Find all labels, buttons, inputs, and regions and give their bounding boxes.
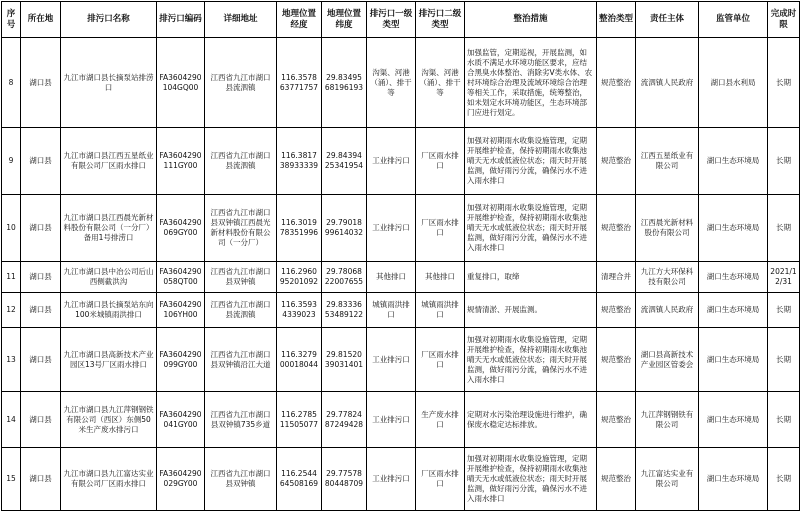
cell-seq: 8 xyxy=(2,38,21,128)
header-location: 所在地 xyxy=(21,2,61,38)
cell-responsible-party: 九江富达实业有限公司 xyxy=(636,448,699,511)
cell-outfall-code: FA3604290104GQ00 xyxy=(157,38,205,128)
table-row xyxy=(2,293,800,328)
cell-seq: 12 xyxy=(2,293,21,328)
cell-location: 湖口县 xyxy=(21,293,61,328)
cell-longitude: 116.381738933339 xyxy=(277,128,322,195)
cell-type-level2: 厂区雨水排口 xyxy=(416,328,465,392)
cell-outfall-code: FA3604290106YH00 xyxy=(157,293,205,328)
header-type-level2: 排污口二级类型 xyxy=(416,2,465,38)
cell-longitude: 116.278511505077 xyxy=(277,392,322,448)
table-row xyxy=(2,328,800,392)
cell-deadline: 长期 xyxy=(768,195,800,262)
cell-responsible-party: 九江萍钢钢铁有限公司 xyxy=(636,392,699,448)
cell-address: 江西省九江市湖口县双钟镇 xyxy=(205,448,277,511)
cell-longitude: 116.327900018044 xyxy=(277,328,322,392)
cell-responsible-party: 江西五星纸业有限公司 xyxy=(636,128,699,195)
cell-responsible-party: 九江方大环保科技有限公司 xyxy=(636,262,699,293)
cell-type-level2: 城镇雨洪排口 xyxy=(416,293,465,328)
cell-deadline: 长期 xyxy=(768,328,800,392)
table-row xyxy=(2,448,800,511)
cell-type-level1: 工业排污口 xyxy=(367,195,416,262)
cell-outfall-code: FA3604290069GY00 xyxy=(157,195,205,262)
cell-outfall-name: 九江市湖口县长摘泵站排涝口 xyxy=(61,38,157,128)
cell-latitude: 29.7757880448709 xyxy=(322,448,367,511)
header-measures: 整治措施 xyxy=(465,2,597,38)
cell-type-level2: 生产废水排口 xyxy=(416,392,465,448)
cell-location: 湖口县 xyxy=(21,328,61,392)
header-longitude: 地理位置经度 xyxy=(277,2,322,38)
cell-address: 江西省九江市湖口县流泗镇 xyxy=(205,293,277,328)
cell-outfall-name: 九江市湖口县九江萍钢钢铁有限公司（西区）东侧50米生产废水排污口 xyxy=(61,392,157,448)
cell-longitude: 116.296095201092 xyxy=(277,262,322,293)
cell-supervisor: 湖口生态环境局 xyxy=(699,448,768,511)
header-outfall-name: 排污口名称 xyxy=(61,2,157,38)
cell-remediation-type: 规范整治 xyxy=(597,128,636,195)
cell-type-level1: 沟渠、河港（涌）、排干等 xyxy=(367,38,416,128)
cell-type-level2: 其他排口 xyxy=(416,262,465,293)
table-row xyxy=(2,195,800,262)
cell-remediation-type: 规范整治 xyxy=(597,328,636,392)
cell-location: 湖口县 xyxy=(21,195,61,262)
cell-responsible-party: 流泗镇人民政府 xyxy=(636,293,699,328)
cell-location: 湖口县 xyxy=(21,448,61,511)
cell-remediation-type: 规范整治 xyxy=(597,392,636,448)
cell-remediation-type: 清理合并 xyxy=(597,262,636,293)
cell-latitude: 29.7901899614032 xyxy=(322,195,367,262)
table-row xyxy=(2,262,800,293)
cell-seq: 10 xyxy=(2,195,21,262)
header-type-level1: 排污口一级类型 xyxy=(367,2,416,38)
cell-deadline: 长期 xyxy=(768,128,800,195)
header-seq: 序号 xyxy=(2,2,21,38)
outfall-table xyxy=(1,1,800,511)
cell-outfall-code: FA3604290041GY00 xyxy=(157,392,205,448)
cell-remediation-type: 规范整治 xyxy=(597,293,636,328)
cell-address: 江西省九江市湖口县流泗镇 xyxy=(205,128,277,195)
header-latitude: 地理位置纬度 xyxy=(322,2,367,38)
cell-seq: 13 xyxy=(2,328,21,392)
cell-address: 江西省九江市湖口县双钟镇735乡道 xyxy=(205,392,277,448)
cell-location: 湖口县 xyxy=(21,262,61,293)
cell-type-level2: 厂区雨水排口 xyxy=(416,448,465,511)
cell-outfall-code: FA3604290058QT00 xyxy=(157,262,205,293)
cell-responsible-party: 湖口县高新技术产业园区管委会 xyxy=(636,328,699,392)
cell-outfall-code: FA3604290099GY00 xyxy=(157,328,205,392)
cell-latitude: 29.8333653489122 xyxy=(322,293,367,328)
cell-address: 江西省九江市湖口县流泗镇 xyxy=(205,38,277,128)
cell-outfall-code: FA3604290029GY00 xyxy=(157,448,205,511)
cell-address: 江西省九江市湖口县双钟镇 xyxy=(205,262,277,293)
header-responsible-party: 责任主体 xyxy=(636,2,699,38)
cell-measures: 加强对初期雨水收集设施管理，定期开展维护检查，保持初期雨水收集池晴天无水或低液位状态；雨天时开展监测，做好雨污分流，确保污水不进入雨水排口 xyxy=(465,128,597,195)
cell-deadline: 长期 xyxy=(768,448,800,511)
cell-longitude: 116.301978351996 xyxy=(277,195,322,262)
cell-longitude: 116.357863771757 xyxy=(277,38,322,128)
cell-type-level1: 工业排污口 xyxy=(367,328,416,392)
cell-remediation-type: 规范整治 xyxy=(597,38,636,128)
cell-supervisor: 湖口生态环境局 xyxy=(699,128,768,195)
cell-type-level2: 厂区雨水排口 xyxy=(416,128,465,195)
cell-location: 湖口县 xyxy=(21,38,61,128)
cell-remediation-type: 规范整治 xyxy=(597,195,636,262)
cell-type-level1: 其他排口 xyxy=(367,262,416,293)
cell-deadline: 长期 xyxy=(768,392,800,448)
cell-type-level1: 工业排污口 xyxy=(367,448,416,511)
cell-type-level1: 工业排污口 xyxy=(367,392,416,448)
cell-outfall-name: 九江市湖口县九江富达实业有限公司厂区雨水排口 xyxy=(61,448,157,511)
cell-supervisor: 湖口县水利局 xyxy=(699,38,768,128)
cell-latitude: 29.7806822007655 xyxy=(322,262,367,293)
cell-outfall-code: FA3604290111GY00 xyxy=(157,128,205,195)
cell-latitude: 29.8349568196193 xyxy=(322,38,367,128)
table-row xyxy=(2,128,800,195)
cell-responsible-party: 江西晨光新材料股份有限公司 xyxy=(636,195,699,262)
cell-seq: 14 xyxy=(2,392,21,448)
table-row xyxy=(2,392,800,448)
cell-latitude: 29.8152039031401 xyxy=(322,328,367,392)
cell-location: 湖口县 xyxy=(21,392,61,448)
cell-type-level1: 工业排污口 xyxy=(367,128,416,195)
cell-responsible-party: 流泗镇人民政府 xyxy=(636,38,699,128)
cell-type-level2: 沟渠、河港（涌）、排干等 xyxy=(416,38,465,128)
cell-supervisor: 湖口生态环境局 xyxy=(699,392,768,448)
table-row xyxy=(2,38,800,128)
cell-latitude: 29.8439425341954 xyxy=(322,128,367,195)
cell-outfall-name: 九江市湖口县长摘泵站东向100米城镇雨洪排口 xyxy=(61,293,157,328)
header-row xyxy=(2,2,800,38)
cell-remediation-type: 规范整治 xyxy=(597,448,636,511)
cell-outfall-name: 九江市湖口县江西五星纸业有限公司厂区雨水排口 xyxy=(61,128,157,195)
cell-measures: 重复排口，取缔 xyxy=(465,262,597,293)
cell-supervisor: 湖口生态环境局 xyxy=(699,328,768,392)
cell-deadline: 长期 xyxy=(768,293,800,328)
cell-outfall-name: 九江市湖口县中冶公司后山西侧截洪沟 xyxy=(61,262,157,293)
cell-measures: 加强对初期雨水收集设施管理，定期开展维护检查，保持初期雨水收集池晴天无水或低液位状态；雨天时开展监测，做好雨污分流，确保污水不进入雨水排口 xyxy=(465,448,597,511)
cell-longitude: 116.35934339023 xyxy=(277,293,322,328)
cell-supervisor: 湖口生态环境局 xyxy=(699,293,768,328)
cell-longitude: 116.254464508169 xyxy=(277,448,322,511)
cell-seq: 9 xyxy=(2,128,21,195)
header-outfall-code: 排污口编码 xyxy=(157,2,205,38)
cell-outfall-name: 九江市湖口县江西晨光新材料股份有限公司（一分厂）备用1号排涝口 xyxy=(61,195,157,262)
cell-seq: 11 xyxy=(2,262,21,293)
cell-seq: 15 xyxy=(2,448,21,511)
cell-measures: 加强监管，定期巡视，开展监测，如水质不满足水环境功能区要求，应结合黑臭水体整治、消除劣V类水体、农村环境综合治理及流域环境综合治理等相关工作，采取措施，统筹整治，如未划定水环境功能区，生态环境部门应进行划定。 xyxy=(465,38,597,128)
cell-location: 湖口县 xyxy=(21,128,61,195)
header-deadline: 完成时限 xyxy=(768,2,800,38)
header-remediation-type: 整治类型 xyxy=(597,2,636,38)
cell-address: 江西省九江市湖口县双钟镇沿江大道 xyxy=(205,328,277,392)
cell-latitude: 29.7782487249428 xyxy=(322,392,367,448)
cell-measures: 规情清淤、开展监测。 xyxy=(465,293,597,328)
cell-outfall-name: 九江市湖口县高新技术产业园区13号厂区雨水排口 xyxy=(61,328,157,392)
cell-type-level1: 城镇雨洪排口 xyxy=(367,293,416,328)
cell-deadline: 2021/12/31 xyxy=(768,262,800,293)
cell-type-level2: 厂区雨水排口 xyxy=(416,195,465,262)
cell-measures: 定期对水污染治理设施进行维护，确保废水稳定达标排放。 xyxy=(465,392,597,448)
cell-address: 江西省九江市湖口县双钟镇江西晨光新材料股份有限公司（一分厂） xyxy=(205,195,277,262)
cell-measures: 加强对初期雨水收集设施管理，定期开展维护检查，保持初期雨水收集池晴天无水或低液位状态；雨天时开展监测，做好雨污分流，确保污水不进入雨水排口 xyxy=(465,195,597,262)
header-supervisor: 监管单位 xyxy=(699,2,768,38)
cell-measures: 加强对初期雨水收集设施管理，定期开展维护检查，保持初期雨水收集池晴天无水或低液位状态；雨天时开展监测，做好雨污分流，确保污水不进入雨水排口 xyxy=(465,328,597,392)
cell-deadline: 长期 xyxy=(768,38,800,128)
header-address: 详细地址 xyxy=(205,2,277,38)
cell-supervisor: 湖口生态环境局 xyxy=(699,262,768,293)
cell-supervisor: 湖口生态环境局 xyxy=(699,195,768,262)
